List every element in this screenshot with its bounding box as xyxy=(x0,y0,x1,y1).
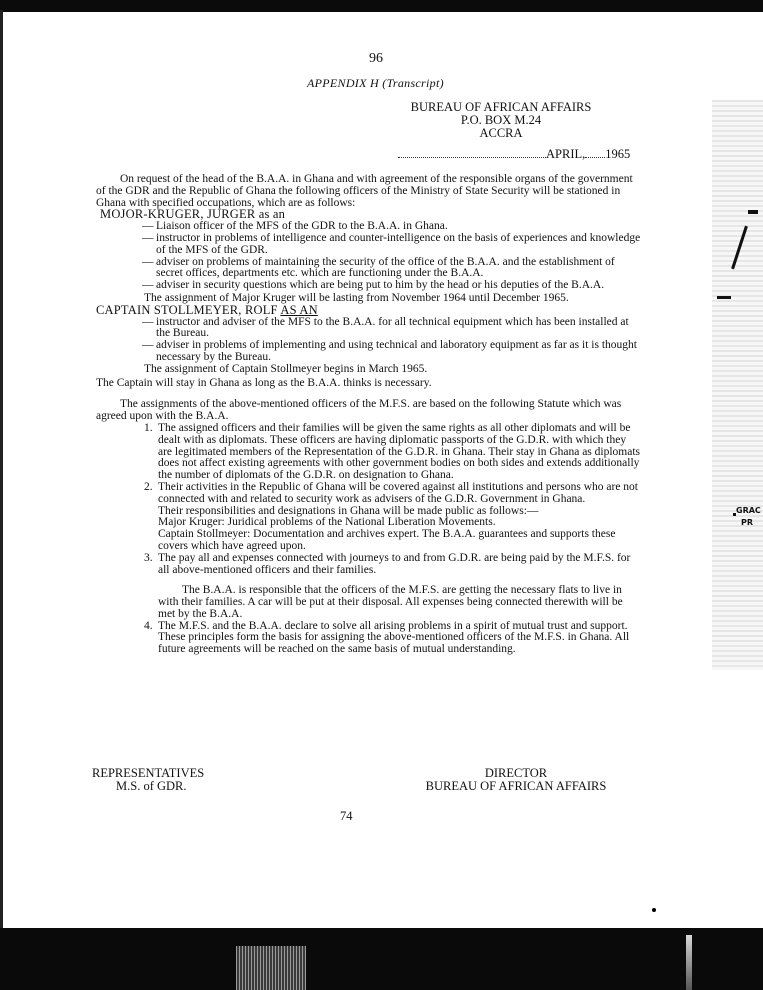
date-line xyxy=(398,147,630,162)
signature-right xyxy=(410,767,622,793)
signature-left-line: REPRESENTATIVES xyxy=(92,766,205,780)
statute-intro: The assignments of the above-mentioned officers of the M.F.S. are based on the following Statute which was agreed upon with the B.A.A. xyxy=(96,398,622,423)
intro-paragraph: On request of the head of the B.A.A. in Ghana and with agreement of the responsible organs of the government of the GDR and the Republic of Ghana the following officers of the Ministry of State Security will be stationed in Ghana with specified occupations, which are as follows: xyxy=(96,173,633,209)
statute-item: 3. The pay all and expenses connected with journeys to and from G.D.R. are being paid by the M.F.S. for all above-mentioned officers and their families. xyxy=(144,551,631,576)
letterhead-address xyxy=(395,101,607,140)
scan-bottom-border xyxy=(0,928,763,990)
captain-stay: The Captain will stay in Ghana as long as the B.A.A. thinks is necessary. xyxy=(96,376,432,389)
officer-2-duty: — adviser in problems of implementing and using technical and laboratory equipment as far as it is thought necessary by the Bureau. xyxy=(96,340,642,364)
officer-1-name: MOJOR-KRUGER, JURGER as an xyxy=(100,207,286,222)
signature-left-line: M.S. of GDR. xyxy=(116,779,187,793)
address-line: BUREAU OF AFRICAN AFFAIRS xyxy=(410,100,592,114)
letter-body xyxy=(96,174,642,656)
baa-paragraph: The B.A.A. is responsible that the officers of the M.F.S. are getting the necessary flats to live in with their families. A car will be put at their disposal. All expenses being connected therewith will be met by the B.A.A. xyxy=(158,584,623,620)
item-2-detail: Major Kruger: Juridical problems of the National Liberation Movements. xyxy=(158,516,496,529)
date-month: APRIL, xyxy=(546,147,586,161)
officer-2-term: The assignment of Captain Stollmeyer begins in March 1965. xyxy=(144,362,428,375)
strip-mark xyxy=(733,513,736,516)
address-line: P.O. BOX M.24 xyxy=(460,113,542,127)
scan-top-border xyxy=(0,0,763,12)
officer-1-duty: — adviser in security questions which are being put to him by the head or his deputies of the B.A.A. xyxy=(96,280,642,292)
signature-right-line: DIRECTOR xyxy=(484,766,548,780)
strip-text: GRAC xyxy=(736,506,761,515)
officer-2-name: CAPTAIN STOLLMEYER, ROLF AS AN xyxy=(96,302,318,317)
footer-page-number: 74 xyxy=(340,809,353,823)
statute-item: 4. The M.F.S. and the B.A.A. declare to solve all arising problems in a spirit of mutual trust and support. These principles form the basis for assigning the above-mentioned officers of the M.F.S. in Ghana. All future agreements will be reached on the same basis of mutual understanding. xyxy=(144,619,630,656)
ink-dot xyxy=(652,908,656,912)
strip-mark xyxy=(748,210,758,214)
signature-left xyxy=(92,767,204,793)
page-number: 96 xyxy=(369,51,383,66)
signature-right-line: BUREAU OF AFRICAN AFFAIRS xyxy=(425,779,607,793)
scan-left-edge xyxy=(0,10,3,930)
appendix-heading: APPENDIX H (Transcript) xyxy=(307,76,444,90)
officer-1-term: The assignment of Major Kruger will be lasting from November 1964 until December 1965. xyxy=(144,291,569,304)
scan-artifact xyxy=(236,946,306,990)
officer-1-duty: — instructor in problems of intelligence and counter-intelligence on the basis of experiences and knowledge of the MFS of the GDR. xyxy=(96,233,642,257)
officer-2-duty: — instructor and adviser of the MFS to the B.A.A. for all technical equipment which has been installed at the Bureau. xyxy=(96,317,642,341)
address-line: ACCRA xyxy=(479,126,523,140)
adjacent-page-strip xyxy=(712,100,763,670)
statute-item: 2. Their activities in the Republic of Ghana will be covered against all institutions and persons who are not connected with and related to security work as advisers of the G.D.R. Government in Ghana. xyxy=(144,480,639,505)
date-year: 1965 xyxy=(605,147,631,161)
officer-1-duty: — Liaison officer of the MFS of the GDR to the B.A.A. in Ghana. xyxy=(96,221,642,233)
item-2-detail: Their responsibilities and designations in Ghana will be made public as follows:— xyxy=(158,504,539,517)
strip-text: PR xyxy=(741,518,754,527)
strip-mark xyxy=(717,296,731,299)
scan-artifact xyxy=(686,935,692,990)
statute-item: 1. The assigned officers and their families will be given the same rights as all other diplomats and will be dealt with as diplomats. These officers are having diplomatic passports of the G.D.R. with which they are legitimated members of the Representation of the G.D.R. in Ghana. Their stay in Ghana as diplomats does not affect existing agreements with other government bodies on both sides and extends additionally the number of diplomats of the G.D.R. on designation to Ghana. xyxy=(144,421,641,482)
item-2-detail: Captain Stollmeyer: Documentation and archives expert. The B.A.A. guarantees and supports these covers which have agreed upon. xyxy=(158,528,616,552)
officer-1-duty: — adviser on problems of maintaining the security of the office of the B.A.A. and the establishment of secret offices, departments etc. which are functioning under the B.A.A. xyxy=(96,257,642,281)
